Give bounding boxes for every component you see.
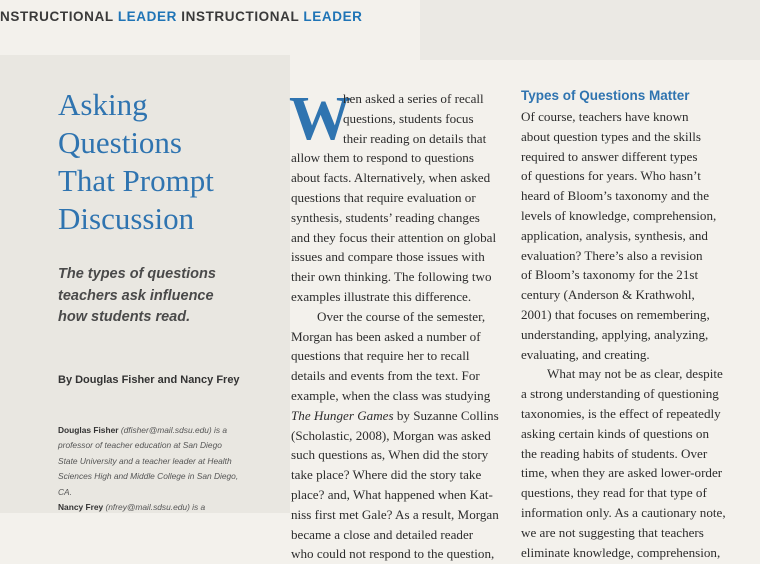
body-line: their reading on details that	[343, 130, 487, 146]
body-line: time, when they are asked lower-order	[521, 465, 723, 481]
bio-line: State University and a teacher leader at Health	[58, 455, 232, 466]
running-head-text: NSTRUCTIONAL	[0, 9, 118, 24]
body-line: about facts. Alternatively, when asked	[291, 170, 491, 186]
title-line: That Prompt	[58, 163, 214, 198]
book-title: The Hunger Games	[291, 407, 394, 423]
drop-cap: W	[289, 85, 351, 153]
body-line: taxonomies, is the effect of repeatedly	[521, 405, 721, 421]
bio-line	[58, 423, 278, 438]
body-line: questions, students focus	[343, 110, 474, 126]
running-head-accent: LEADER	[117, 9, 177, 24]
body-line: eliminate knowledge, comprehension,	[521, 544, 721, 560]
body-line: example, when the class was studying	[291, 387, 491, 403]
body-line: questions that require evaluation or	[291, 189, 476, 205]
body-line: hen asked a series of recall	[343, 91, 484, 106]
dek-line: how students read.	[58, 309, 191, 325]
body-line: who could not respond to the question,	[291, 546, 495, 562]
body-column-right	[521, 107, 756, 562]
body-line: Of course, teachers have known	[521, 109, 689, 124]
running-head-text: INSTRUCTIONAL	[176, 9, 304, 24]
body-line: Morgan has been asked a number of	[291, 328, 481, 344]
article-title	[58, 86, 278, 238]
body-line: issues and compare those issues with	[291, 249, 485, 265]
author-bio	[58, 423, 278, 500]
body-line: questions that require her to recall	[291, 348, 470, 364]
body-line: allow them to respond to questions	[291, 150, 474, 166]
body-line: of questions for years. Who hasn’t	[521, 168, 701, 184]
dek-line: The types of questions	[58, 266, 216, 282]
body-line: such questions as, When did the story	[291, 447, 489, 463]
body-line: 2001) that focuses on remembering,	[521, 306, 710, 322]
body-line: evaluating, and creating.	[521, 346, 650, 362]
body-line: levels of knowledge, comprehension,	[521, 207, 717, 223]
section-subhead: Types of Questions Matter	[521, 88, 690, 103]
body-column-middle	[289, 85, 506, 564]
body-line: a strong understanding of questioning	[521, 386, 719, 402]
body-line: niss first met Gale? As a result, Morgan	[291, 506, 499, 522]
body-line: heard of Bloom’s taxonomy and the	[521, 188, 710, 204]
body-line: we are not suggesting that teachers	[521, 524, 704, 540]
bio-line: Sciences High and Middle College in San Diego,	[58, 471, 239, 482]
body-line: about question types and the skills	[521, 128, 702, 144]
byline: By Douglas Fisher and Nancy Frey	[58, 374, 240, 386]
body-line: The Hunger Games by Suzanne Collins	[291, 407, 499, 423]
background-shape	[420, 0, 760, 60]
title-line: Asking	[58, 87, 148, 122]
body-line: information only. As a cautionary note,	[521, 504, 726, 520]
bio-name: Nancy Frey	[58, 502, 104, 512]
body-line: application, analysis, synthesis, and	[521, 227, 708, 243]
article-dek	[58, 264, 278, 329]
body-line: became a close and detailed reader	[291, 526, 474, 542]
body-line: required to answer different types	[521, 148, 698, 164]
body-line: asking certain kinds of questions on	[521, 425, 710, 441]
body-line: their own thinking. The following two	[291, 269, 492, 285]
author-bio	[58, 500, 278, 515]
body-line: What may not be as clear, despite	[547, 366, 723, 382]
bio-name: Douglas Fisher	[58, 425, 119, 435]
bio-line: CA.	[58, 486, 72, 497]
title-line: Questions	[58, 125, 182, 160]
body-line: examples illustrate this difference.	[291, 288, 472, 304]
body-line: (Scholastic, 2008), Morgan was asked	[291, 427, 491, 443]
bio-text: (nfrey@mail.sdsu.edu) is a	[103, 502, 206, 512]
bio-line: professor of teacher education at San Diego	[58, 440, 222, 451]
body-line: the reading habits of students. Over	[521, 445, 708, 461]
bio-text: (dfisher@mail.sdsu.edu) is a	[118, 425, 228, 435]
bio-line	[58, 500, 278, 515]
running-head	[0, 9, 363, 24]
body-line: and they focus their attention on global	[291, 229, 497, 245]
body-line: understanding, applying, analyzing,	[521, 326, 709, 342]
body-line: of Bloom’s taxonomy for the 21st	[521, 267, 699, 283]
body-line: details and events from the text. For	[291, 368, 480, 384]
body-line: place? and, What happened when Kat-	[291, 486, 493, 502]
body-line: evaluation? There’s also a revision	[521, 247, 703, 263]
dek-line: teachers ask influence	[58, 287, 214, 304]
running-head-accent: LEADER	[303, 9, 363, 24]
body-line: questions, they read for that type of	[521, 485, 707, 501]
body-line: century (Anderson & Krathwohl,	[521, 287, 695, 303]
body-line: synthesis, students’ reading changes	[291, 209, 480, 225]
title-line: Discussion	[58, 201, 195, 236]
body-line: take place? Where did the story take	[291, 467, 482, 483]
body-line: Over the course of the semester,	[317, 308, 486, 324]
